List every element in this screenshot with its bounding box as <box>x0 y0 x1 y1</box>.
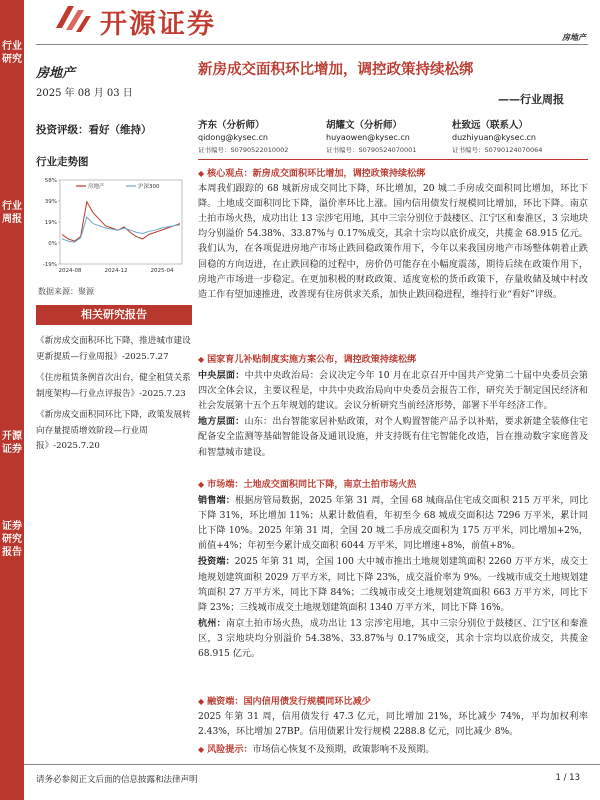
paragraph-label: 中央层面： <box>198 370 245 382</box>
section-heading: 市场端：土地成交面积同比下降，南京土拍市场火热 <box>207 479 417 490</box>
footer-disclaimer: 请务必参阅正文后面的信息披露和法律声明 <box>36 775 198 785</box>
section-body: 市场信心恢复不及预期，政策影响不及预期。 <box>252 745 435 755</box>
section-heading: 融资端：国内信用债发行规模同环比减少 <box>207 696 371 707</box>
sidebar-label-brand: 开源证券 <box>2 431 22 455</box>
related-reports-title: 相关研究报告 <box>36 305 192 325</box>
data-source: 数据来源：聚源 <box>38 287 94 296</box>
brand-logo-icon <box>50 4 92 34</box>
analyst-card <box>326 120 416 156</box>
sidebar-label-research: 行业研究 <box>2 41 22 65</box>
related-report-item[interactable]: 《新房成交面积环比下降，推进城市建设更新提质—行业周报》-2025.7.27 <box>36 336 191 362</box>
paragraph-label: 销售端： <box>198 495 235 507</box>
paragraph-body: 山东：出台智能家居补贴政策，对个人购置智能产品予以补贴，要求新建全装修住宅配备安全监测等基础智能设备及通讯设施，并支持既有住宅智能化改造，旨在推动数字家庭普及和智慧城市建设。 <box>198 417 588 458</box>
analyst-card <box>452 120 542 156</box>
rating-prefix: 投资评级： <box>36 124 89 136</box>
bullet-icon: ◆ <box>198 355 205 364</box>
chart-frame <box>60 180 182 264</box>
y-tick-label: -19% <box>42 262 57 268</box>
series-line-0 <box>62 202 180 241</box>
section-heading: 风险提示： <box>207 744 253 755</box>
analyst-cert: 证书编号：S0790522010002 <box>198 146 289 154</box>
analyst-name: 胡耀文（分析师） <box>326 120 403 131</box>
sidebar-label-weekly: 行业周报 <box>2 201 22 225</box>
analyst-cert: 证书编号：S0790524070001 <box>326 146 417 154</box>
investment-rating <box>36 122 152 137</box>
x-tick-label: 2025-04 <box>150 268 174 274</box>
x-tick-label: 2024-08 <box>58 268 82 274</box>
legend-label: 房地产 <box>88 184 105 190</box>
related-report-item[interactable]: 《新房成交面积同环比下降，政策发展转向存量提质增效阶段—行业周报》-2025.7.20 <box>36 410 191 451</box>
x-tick-label: 2024-12 <box>104 268 128 274</box>
section-body: 本周我们跟踪的 68 城新房成交同比下降，环比增加，20 城二手房成交面积同比增加，环比下降。土地成交面积同比下降，溢价率环比上涨。国内信用债发行规模同比增加，环比下降。南京土拍市场火热，成功出让 13 宗涉宅用地，其中三宗分别位于鼓楼区、江宁区和秦淮区，3 宗地块均分别溢价 54.38%、33.87%与 0.17%成交，其余十宗均以底价成交，共揽金 68.915 亿元。我们认为，在各项促进房地产市场止跌回稳政策作用下，今年以来我国房地产市场整体朝着止跌回稳的方向迈进，在止跌回稳的过程中，房价仍可能存在小幅度震荡，期待后续在政策作用下，房地产市场进一步稳定。在更加积极的财政政策、适度宽松的货币政策下，存量收储及城中村改造工作有望加速推进，改善现有住房供求关系，加快止跌回稳进程，维持行业“看好”评级。 <box>198 184 588 300</box>
analyst-email[interactable]: qidong@kysec.cn <box>198 133 269 142</box>
analyst-divider <box>198 159 588 160</box>
section-policy <box>198 352 588 461</box>
paragraph-label: 地方层面： <box>198 416 245 428</box>
section-risk <box>198 742 588 758</box>
y-tick-label: 19% <box>44 220 57 226</box>
analyst-cert: 证书编号：S0790124070064 <box>452 146 543 154</box>
sidebar-label-report: 证券研究报告 <box>2 521 22 558</box>
analyst-name: 杜致远（联系人） <box>452 120 529 131</box>
paragraph-body: 中共中央政治局：会议决定今年 10 月在北京召开中国共产党第二十届中央委员会第四次全体会议，主要议程是，中共中央政治局向中央委员会报告工作，研究关于制定国民经济和社会发展第十五个五年规划的建议。会议分析研究当前经济形势，部署下半年经济工作。 <box>198 371 588 412</box>
paragraph-body: 根据房管局数据，2025 年第 31 周，全国 68 城商品住宅成交面积 215 万平米，同比下降 31%，环比增加 11%；从累计数值看，年初至今 68 城成交面积达 7296 万平米，累计同比下降 10%。2025 年第 31 周，全国 20 城二手房成交面积为 175 万平米，同比增加+2%，前值+4%；年初至今累计成交面积 6044 万平米，同比增速+8%，前值+8%。 <box>198 496 588 552</box>
bullet-icon: ◆ <box>198 697 205 706</box>
bullet-icon: ◆ <box>198 745 205 754</box>
legend-label: 沪深300 <box>138 184 160 190</box>
section-market <box>198 477 588 662</box>
paragraph-label: 杭州： <box>198 617 226 629</box>
bullet-icon: ◆ <box>198 480 205 489</box>
trend-chart-title: 行业走势图 <box>36 156 89 168</box>
analyst-email[interactable]: duzhiyuan@kysec.cn <box>452 133 536 142</box>
rating-value: 看好（维持） <box>88 124 152 136</box>
analyst-name: 齐东（分析师） <box>198 120 265 131</box>
analyst-card <box>198 120 288 156</box>
brand-name: 开源证券 <box>100 9 216 40</box>
y-tick-label: 58% <box>44 178 57 184</box>
y-tick-label: 0% <box>48 241 57 247</box>
report-date: 2025 年 08 月 03 日 <box>36 88 133 99</box>
y-tick-label: 39% <box>44 199 57 205</box>
left-sidebar <box>0 0 24 800</box>
section-financing <box>198 694 588 740</box>
section-core-view <box>198 166 588 303</box>
related-report-item[interactable]: 《住房租赁条例首次出台，健全租赁关系制度架构—行业点评报告》-2025.7.23 <box>36 373 191 399</box>
paragraph-body: 2025 年第 31 周，全国 100 大中城市推出土地规划建筑面积 2260 万平方米，成交土地规划建筑面积 2029 万平方米，同比下降 23%，成交溢价率为 9%。一线城市成交土地规划建筑面积 27 万平方米，同比下降 84%；二线城市成交土地规划建筑面积 663 万平方米，同比下降 23%；三线城市成交土地规划建筑面积 1340 万平方米，同比下降 16%。 <box>198 557 588 613</box>
trend-chart <box>36 172 186 280</box>
paragraph-label: 投资端： <box>198 556 235 568</box>
analyst-email[interactable]: huyaowen@kysec.cn <box>326 133 410 142</box>
related-reports-list <box>36 334 192 461</box>
header-category-tag: 房地产 <box>562 33 586 42</box>
section-body: 2025 年第 31 周，信用债发行 47.3 亿元，同比增加 21%，环比减少 74%，平均加权利率 2.43%，环比增加 27BP。信用债累计发行规模 2288.8 亿元，同比减少 8%。 <box>198 712 588 738</box>
bullet-icon: ◆ <box>198 169 205 178</box>
report-title: 新房成交面积环比增加，调控政策持续松绑 <box>198 61 474 78</box>
paragraph-body: 南京土拍市场火热，成功出让 13 宗涉宅用地，其中三宗分别位于鼓楼区、江宁区和秦淮区，3 宗地块均分别溢价 54.38%、33.87%与 0.17%成交，其余十宗均以底价成交，共揽金 68.915 亿元。 <box>198 618 588 660</box>
report-subtitle: ——行业周报 <box>498 93 564 106</box>
header-divider <box>36 44 588 45</box>
footer-divider <box>24 764 600 765</box>
page-number: 1 / 13 <box>555 773 580 783</box>
section-heading: 国家育儿补贴制度实施方案公布，调控政策持续松绑 <box>207 354 417 365</box>
industry-name: 房地产 <box>36 66 76 81</box>
section-heading: 核心观点：新房成交面积环比增加，调控政策持续松绑 <box>207 168 426 179</box>
